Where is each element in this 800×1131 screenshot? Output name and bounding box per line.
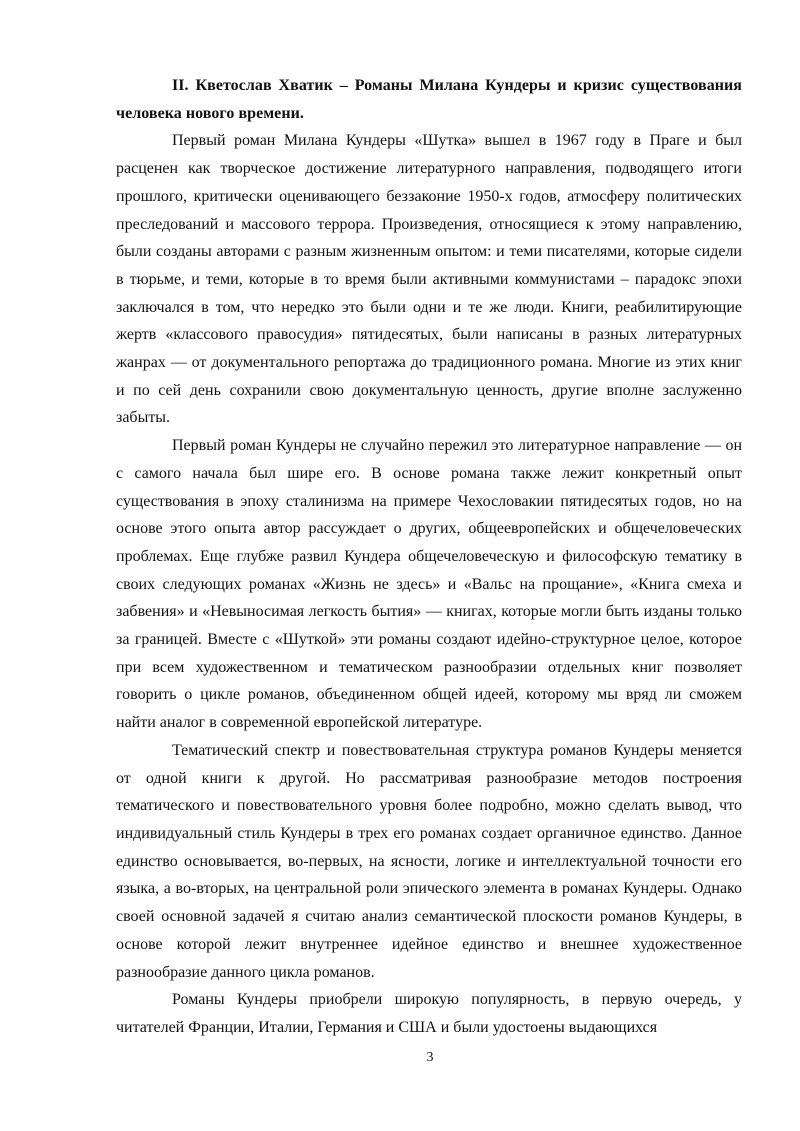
paragraph-3: Тематический спектр и повествовательная структура романов Кундеры меняется от одной книги к другой. Но рассматривая разнообразие методов построения тематического и повествовательного уровня более подробно, можно сделать вывод, что индивидуальный стиль Кундеры в трех его романах создает органичное единство. Данное единство основывается, во-первых, на ясности, логике и интеллектуальной точности его языка, а во-вторых, на центральной роли эпического элемента в романах Кундеры. Однако своей основной задачей я считаю анализ семантической плоскости романов Кундеры, в основе которой лежит внутреннее идейное единство и внешнее художественное разнообразие данного цикла романов. — [116, 741, 742, 981]
section-heading: II. Кветослав Хватик – Романы Милана Кундеры и кризис существования человека нового времени. — [116, 77, 742, 122]
paragraph-2: Первый роман Кундеры не случайно пережил это литературное направление — он с самого начала был шире его. В основе романа также лежит конкретный опыт существования в эпоху сталинизма на примере Чехословакии пятидесятых годов, но на основе этого опыта автор рассуждает о других, общеевропейских и общечеловеческих проблемах. Еще глубже развил Кундера общечеловеческую и философскую тематику в своих следующих романах «Жизнь не здесь» и «Вальс на прощание», «Книга смеха и забвения» и «Невыносимая легкость бытия» — книгах, которые могли быть изданы только за границей. Вместе с «Шуткой» эти романы создают идейно-структурное целое, которое при всем художественном и тематическом разнообразии отдельных книг позволяет говорить о цикле романов, объединенном общей идеей, которому мы вряд ли сможем найти аналог в современной европейской литературе. — [116, 437, 742, 732]
paragraph-4: Романы Кундеры приобрели широкую популярность, в первую очередь, у читателей Франции, Италии, Германия и США и были удостоены выдающихся — [116, 991, 742, 1036]
paragraph-1: Первый роман Милана Кундеры «Шутка» вышел в 1967 году в Праге и был расценен как творческое достижение литературного направления, подводящего итоги прошлого, критически оценивающего беззаконие 1950-х годов, атмосферу политических преследований и массового террора. Произведения, относящиеся к этому направлению, были созданы авторами с разным жизненным опытом: и теми писателями, которые сидели в тюрьме, и теми, которые в то время были активными коммунистами – парадокс эпохи заключался в том, что нередко это были одни и те же люди. Книги, реабилитирующие жертв «классового правосудия» пятидесятых, были написаны в разных литературных жанрах — от документального репортажа до традиционного романа. Многие из этих книг и по сей день сохранили свою документальную ценность, другие вполне заслуженно забыты. — [116, 132, 742, 427]
document-body — [116, 72, 742, 1042]
page-number: 3 — [426, 1050, 434, 1065]
